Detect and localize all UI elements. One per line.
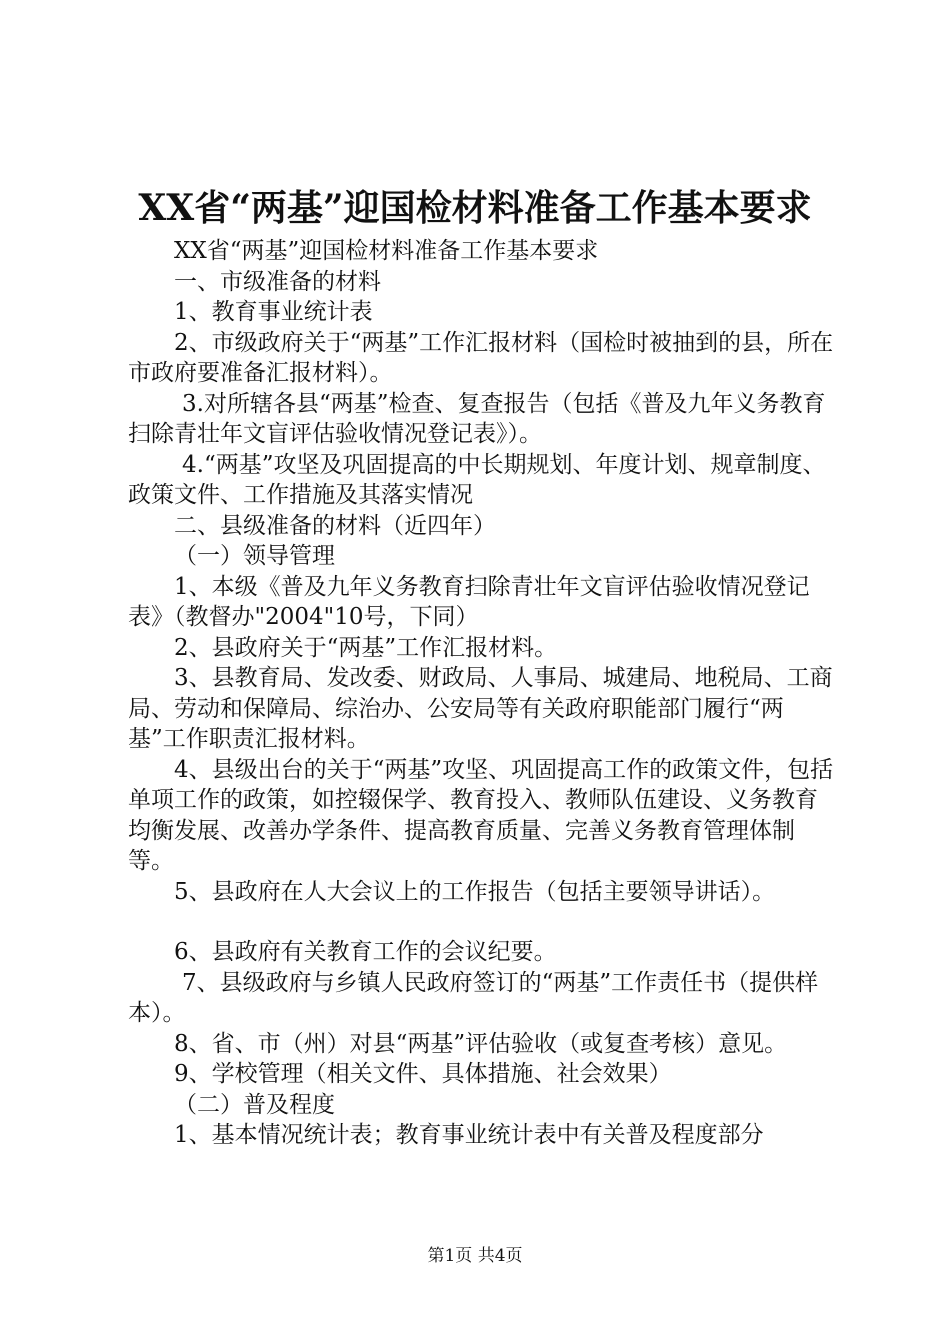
paragraph-county-2: 2、县政府关于“两基”工作汇报材料。 <box>174 634 558 661</box>
section-heading-county: 二、县级准备的材料（近四年） <box>174 512 496 539</box>
paragraph-county-1: 1、本级《普及九年义务教育扫除青壮年文盲评估验收情况登记表》（教督办"2004"10号，下同） <box>128 573 810 630</box>
paragraph-county-7: 7、县级政府与乡镇人民政府签订的“两基”工作责任书（提供样本）。 <box>128 969 819 1026</box>
paragraph-county-3: 3、县教育局、发改委、财政局、人事局、城建局、地税局、工商局、劳动和保障局、综治办、公安局等有关政府职能部门履行“两基”工作职责汇报材料。 <box>128 665 833 752</box>
paragraph-city-3: 3.对所辖各县“两基”检查、复查报告（包括《普及九年义务教育扫除青壮年文盲评估验收情况登记表》）。 <box>128 390 826 447</box>
document-body <box>128 236 840 1151</box>
paragraph-city-2: 2、市级政府关于“两基”工作汇报材料（国检时被抽到的县，所在市政府要准备汇报材料）。 <box>128 329 834 386</box>
paragraph-county-4: 4、县级出台的关于“两基”攻坚、巩固提高工作的政策文件，包括单项工作的政策，如控辍保学、教育投入、教师队伍建设、义务教育均衡发展、改善办学条件、提高教育质量、完善义务教育管理体制等。 <box>128 756 834 874</box>
document-title: XX省“两基”迎国检材料准备工作基本要求 <box>138 187 812 229</box>
subsection-heading-leadership: （一）领导管理 <box>174 543 335 569</box>
page-footer: 第1页 共4页 <box>427 1246 523 1266</box>
paragraph-county-9: 9、学校管理（相关文件、具体措施、社会效果） <box>174 1061 672 1087</box>
paragraph-popularization-1: 1、基本情况统计表；教育事业统计表中有关普及程度部分 <box>174 1122 764 1148</box>
paragraph-county-8: 8、省、市（州）对县“两基”评估验收（或复查考核）意见。 <box>174 1030 788 1057</box>
paragraph-repeat-title: XX省“两基”迎国检材料准备工作基本要求 <box>174 238 599 264</box>
paragraph-city-4: 4.“两基”攻坚及巩固提高的中长期规划、年度计划、规章制度、政策文件、工作措施及其落实情况 <box>128 451 826 508</box>
paragraph-county-6: 6、县政府有关教育工作的会议纪要。 <box>174 939 557 965</box>
section-heading-city: 一、市级准备的材料 <box>174 268 381 295</box>
subsection-heading-popularization: （二）普及程度 <box>174 1091 335 1118</box>
paragraph-county-5: 5、县政府在人大会议上的工作报告（包括主要领导讲话）。 <box>174 878 776 905</box>
paragraph-city-1: 1、教育事业统计表 <box>174 299 373 325</box>
blank-line <box>128 907 840 937</box>
